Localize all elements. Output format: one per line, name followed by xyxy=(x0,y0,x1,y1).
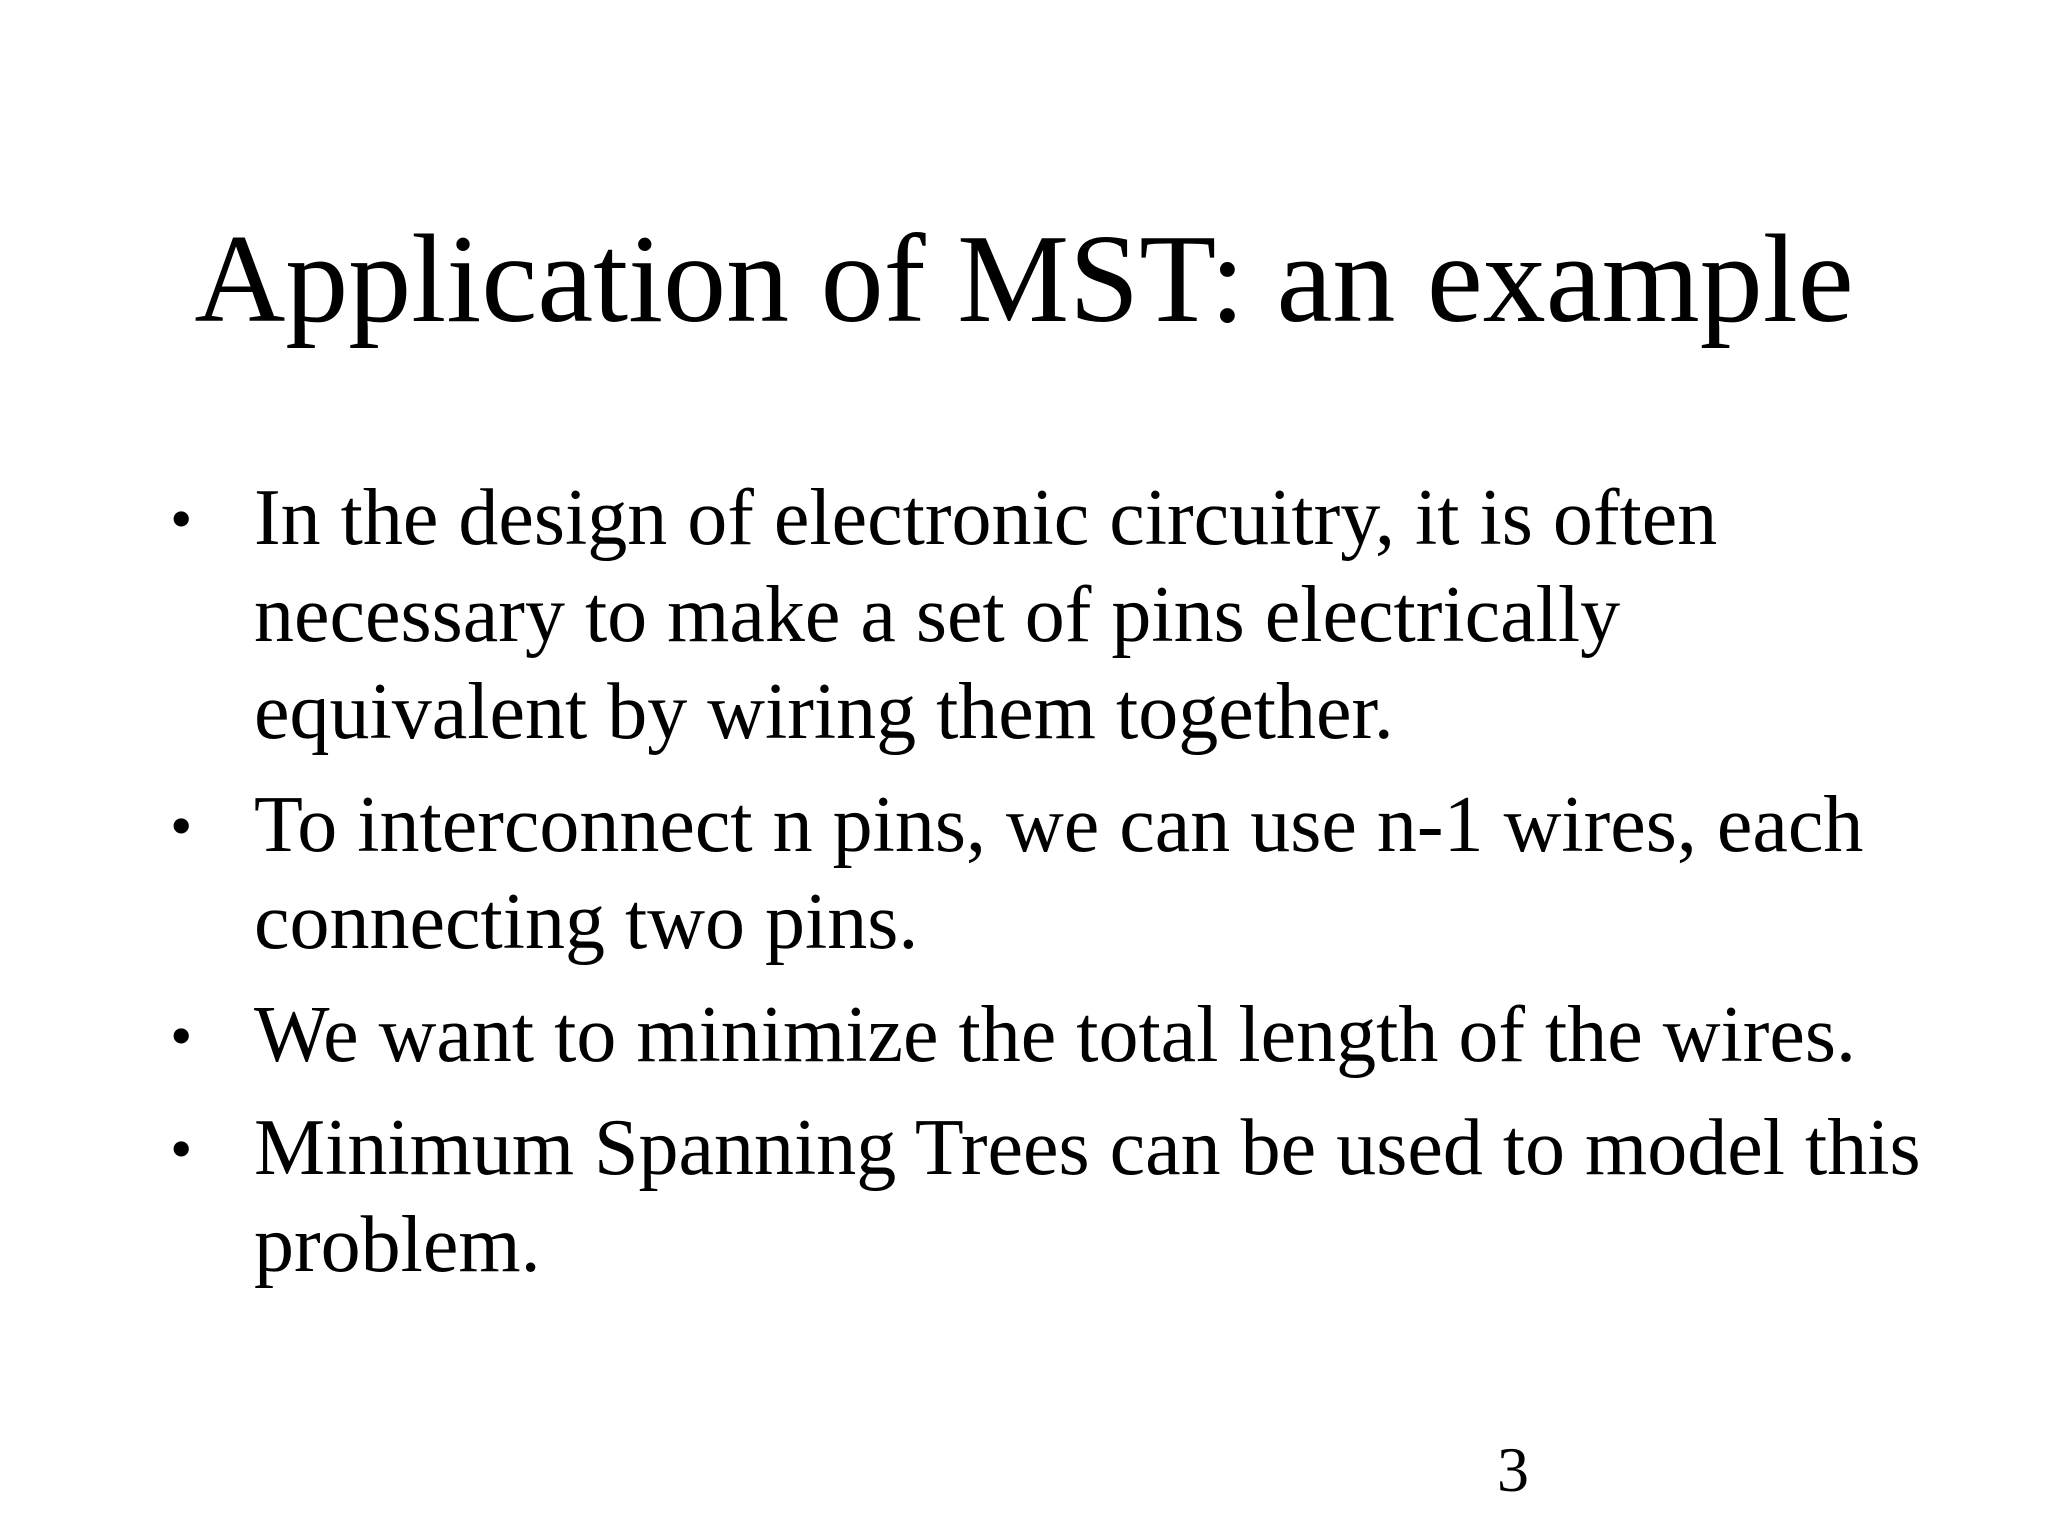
bullet-item xyxy=(170,777,1930,971)
bullet-icon: • xyxy=(170,1113,193,1184)
bullet-item xyxy=(170,987,1930,1084)
bullet-icon: • xyxy=(170,790,193,861)
bullet-text: Minimum Spanning Trees can be used to model this problem. xyxy=(254,1104,1921,1289)
bullet-text: In the design of electronic circuitry, it is often necessary to make a set of pins electrically equivalent by wiring them together. xyxy=(254,474,1718,756)
slide-title: Application of MST: an example xyxy=(194,210,1854,349)
page-number: 3 xyxy=(1497,1434,1529,1505)
bullet-icon: • xyxy=(170,1000,193,1071)
bullet-icon: • xyxy=(170,483,193,554)
bullet-list xyxy=(170,470,1930,1310)
bullet-text: To interconnect n pins, we can use n-1 wires, each connecting two pins. xyxy=(254,781,1864,966)
bullet-item xyxy=(170,470,1930,761)
bullet-item xyxy=(170,1100,1930,1294)
bullet-text: We want to minimize the total length of the wires. xyxy=(254,991,1857,1079)
